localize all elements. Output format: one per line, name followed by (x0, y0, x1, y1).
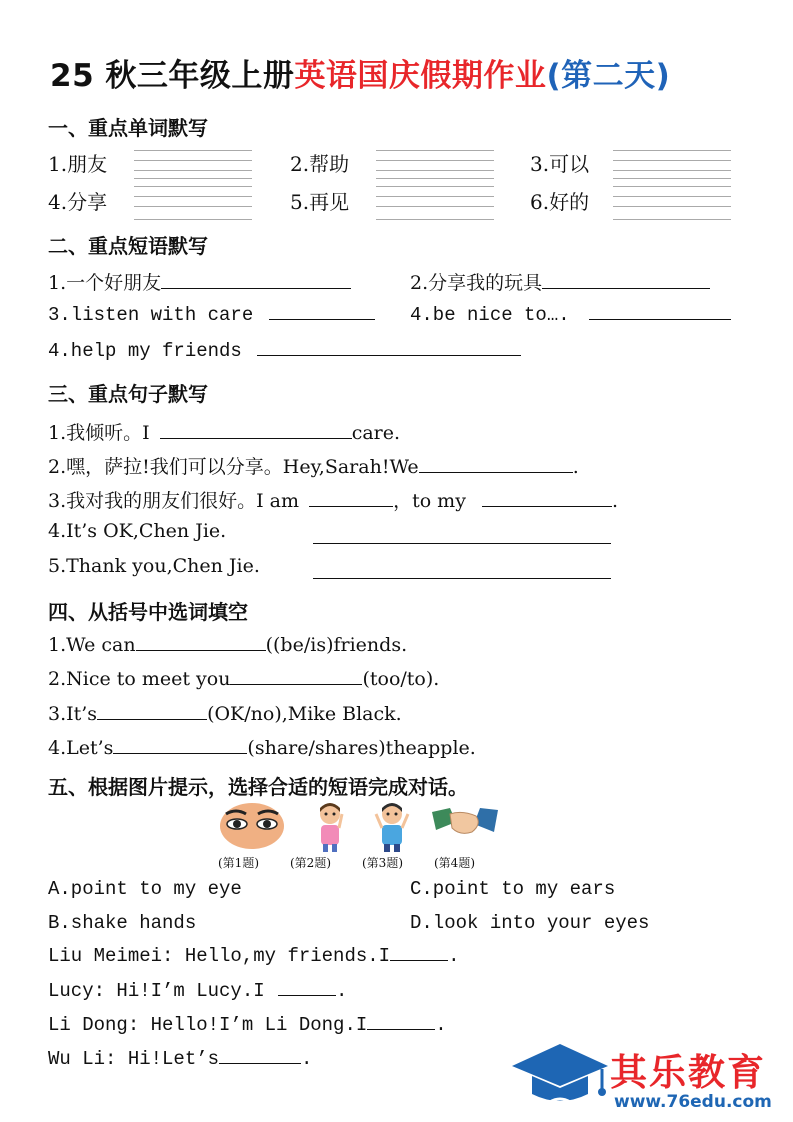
word-item-3: 3.可以 (530, 152, 590, 176)
boy-pointing-picture (372, 800, 412, 852)
option-a: A.point to my eye (48, 878, 242, 900)
sentence-blank-3a[interactable] (309, 505, 393, 507)
dialog-line-2: Lucy: Hi!I’m Lucy.I . (48, 980, 348, 1002)
write-lines-6[interactable] (613, 186, 731, 256)
dialog-line-1: Liu Meimei: Hello,my friends.I . (48, 945, 460, 967)
brand-logo (510, 1040, 790, 1115)
word-item-1: 1.朋友 (48, 152, 108, 176)
fill-blank-4[interactable] (113, 752, 247, 754)
phrase-blank-3[interactable] (269, 318, 375, 320)
sentence-4: 4.It’s OK,Chen Jie. (48, 520, 227, 542)
phrase-item-5: 4.help my friends (48, 340, 521, 362)
section5-heading: 五、根据图片提示，选择合适的短语完成对话。 (48, 775, 468, 799)
title-part-day: (第二天) (546, 58, 671, 94)
word-item-6: 6.好的 (530, 190, 590, 214)
dialog-line-3: Li Dong: Hello!I’m Li Dong.I . (48, 1014, 447, 1036)
girl-pointing-picture (312, 800, 348, 852)
word-item-4: 4.分享 (48, 190, 108, 214)
picture-caption-1: (第1题) (218, 856, 259, 870)
sentence-blank-4[interactable] (313, 542, 611, 544)
sentence-blank-3b[interactable] (482, 505, 612, 507)
section3-heading: 三、重点句子默写 (48, 382, 208, 406)
dialog-line-4: Wu Li: Hi!Let’s . (48, 1048, 313, 1070)
picture-caption-2: (第2题) (290, 856, 331, 870)
fill-question-2: 2.Nice to meet you (too/to). (48, 668, 440, 690)
option-c: C.point to my ears (410, 878, 616, 900)
fill-question-4: 4.Let’s (share/shares)theapple. (48, 737, 476, 759)
brand-name: 其乐教育 (610, 1051, 766, 1094)
phrase-blank-4[interactable] (589, 318, 731, 320)
section1-heading: 一、重点单词默写 (48, 116, 208, 140)
dialog-blank-2[interactable] (278, 994, 336, 996)
fill-blank-1[interactable] (136, 649, 266, 651)
phrase-blank-2[interactable] (542, 287, 710, 289)
option-d: D.look into your eyes (410, 912, 650, 934)
sentence-5: 5.Thank you,Chen Jie. (48, 555, 260, 577)
fill-blank-2[interactable] (230, 683, 362, 685)
fill-question-1: 1.We can ((be/is)friends. (48, 634, 408, 656)
picture-caption-3: (第3题) (362, 856, 403, 870)
fill-question-3: 3.It’s (OK/no),Mike Black. (48, 703, 402, 725)
sentence-2: 2.嘿，萨拉!我们可以分享。Hey,Sarah!We . (48, 456, 579, 478)
fill-blank-3[interactable] (97, 718, 207, 720)
sentence-blank-2[interactable] (419, 471, 573, 473)
handshake-picture (432, 802, 498, 850)
dialog-blank-4[interactable] (219, 1062, 301, 1064)
sentence-blank-5[interactable] (313, 577, 611, 579)
option-b: B.shake hands (48, 912, 197, 934)
word-item-5: 5.再见 (290, 190, 350, 214)
phrase-blank-5[interactable] (257, 354, 521, 356)
title-part-subject: 英语国庆假期作业 (294, 58, 547, 94)
dialog-blank-1[interactable] (390, 959, 448, 961)
section4-heading: 四、从括号中选词填空 (48, 600, 248, 624)
sentence-3: 3.我对我的朋友们很好。I am ，to my . (48, 490, 619, 512)
write-lines-5[interactable] (376, 186, 494, 256)
page-title (50, 50, 670, 95)
phrase-blank-1[interactable] (161, 287, 351, 289)
phrase-item-2: 2.分享我的玩具 (410, 268, 710, 295)
phrase-item-1: 1.一个好朋友 (48, 268, 351, 295)
graduation-cap-icon (510, 1042, 610, 1112)
picture-caption-4: (第4题) (434, 856, 475, 870)
phrase-item-4: 4.be nice to…. (410, 304, 731, 326)
dialog-blank-3[interactable] (367, 1028, 435, 1030)
section2-heading: 二、重点短语默写 (48, 234, 208, 258)
phrase-item-3: 3.listen with care (48, 304, 375, 326)
brand-url: www.76edu.com (614, 1092, 772, 1112)
sentence-1: 1.我倾听。I care. (48, 422, 401, 444)
word-item-2: 2.帮助 (290, 152, 350, 176)
eyes-picture (218, 800, 286, 852)
title-part-grade: 25 秋三年级上册 (50, 58, 295, 94)
sentence-blank-1[interactable] (160, 437, 352, 439)
